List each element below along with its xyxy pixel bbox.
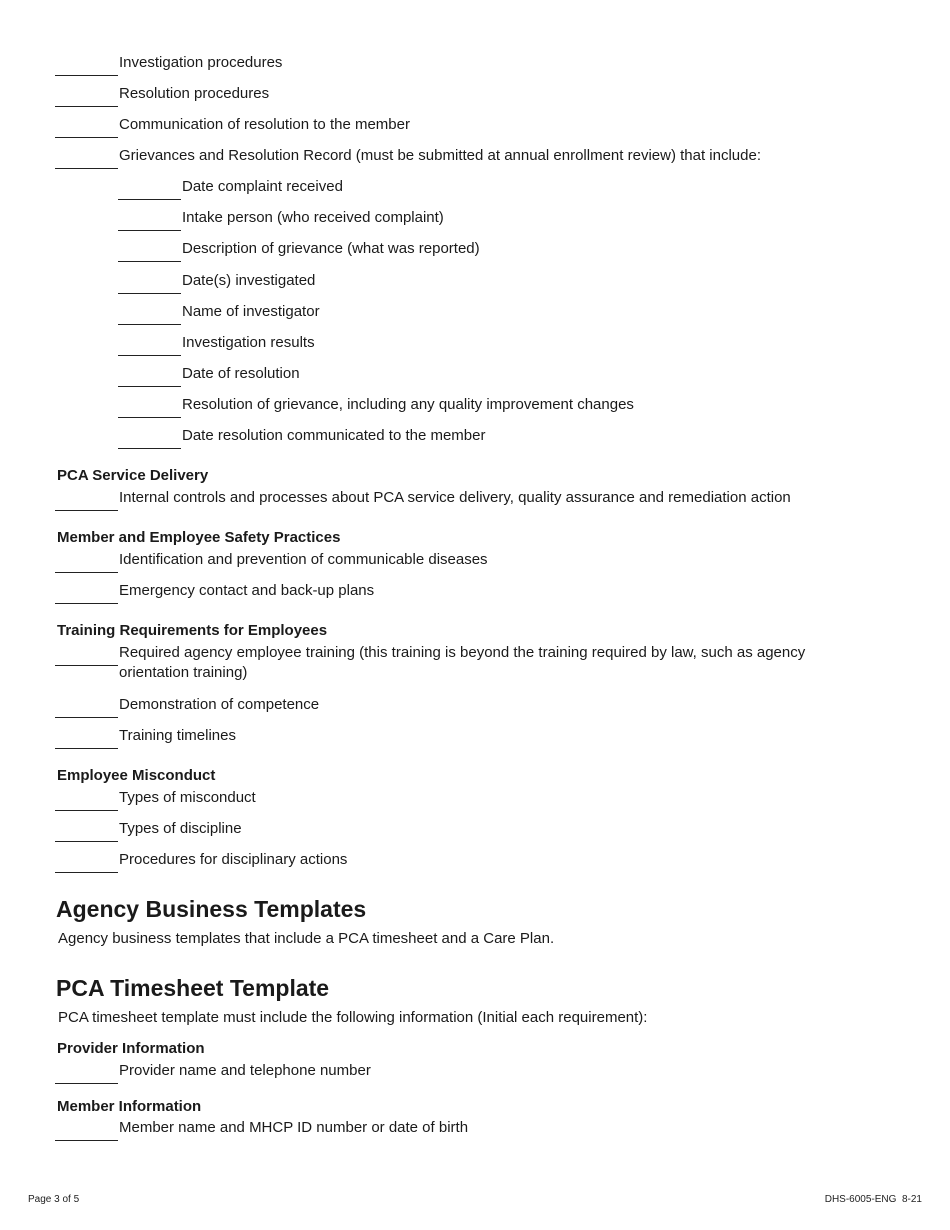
initial-blank[interactable] — [55, 583, 118, 604]
checklist-item — [55, 1061, 371, 1084]
initial-blank[interactable] — [118, 366, 181, 387]
checklist-item — [55, 695, 319, 718]
initial-blank[interactable] — [118, 335, 181, 356]
checklist-item — [55, 726, 236, 749]
section-title-training-requirements: Training Requirements for Employees — [57, 622, 328, 639]
initial-blank[interactable] — [118, 304, 181, 325]
checklist-item — [55, 115, 410, 138]
checklist-item — [55, 1118, 468, 1141]
initial-blank[interactable] — [55, 552, 118, 573]
initial-blank[interactable] — [118, 273, 181, 294]
item-label: Date complaint received — [182, 178, 343, 195]
item-label: Procedures for disciplinary actions — [119, 851, 348, 868]
item-label: Internal controls and processes about PCA service delivery, quality assurance and remediation action — [119, 489, 791, 506]
initial-blank[interactable] — [118, 210, 181, 231]
item-label: Identification and prevention of communicable diseases — [119, 551, 488, 568]
checklist-item — [55, 146, 761, 169]
grievance-record-item — [118, 239, 480, 262]
initial-blank[interactable] — [55, 117, 118, 138]
section-title-provider-information: Provider Information — [57, 1040, 205, 1057]
checklist-item — [55, 819, 242, 842]
item-label: Provider name and telephone number — [119, 1062, 371, 1079]
grievance-record-item — [118, 177, 343, 200]
initial-blank[interactable] — [55, 490, 118, 511]
item-label: Required agency employee training (this training is beyond the training required by law, such as agency orientation training) — [119, 644, 806, 681]
item-label: Emergency contact and back-up plans — [119, 582, 375, 599]
grievance-record-item — [118, 426, 485, 449]
initial-blank[interactable] — [55, 1120, 118, 1141]
paragraph-agency-business-templates: Agency business templates that include a PCA timesheet and a Care Plan. — [58, 930, 555, 947]
grievance-record-item — [118, 302, 320, 325]
checklist-item — [55, 53, 282, 76]
initial-blank[interactable] — [55, 645, 118, 666]
checklist-item — [55, 850, 347, 873]
item-label: Investigation procedures — [119, 54, 283, 71]
checklist-item — [55, 84, 269, 107]
checklist-item — [55, 550, 488, 573]
initial-blank[interactable] — [55, 821, 118, 842]
item-label: Intake person (who received complaint) — [182, 209, 444, 226]
item-label: Date resolution communicated to the member — [182, 427, 486, 444]
item-label: Resolution procedures — [119, 85, 270, 102]
item-label: Investigation results — [182, 334, 315, 351]
initial-blank[interactable] — [55, 697, 118, 718]
item-label: Name of investigator — [182, 303, 320, 320]
form-id: DHS-6005-ENG 8-21 — [824, 1194, 922, 1205]
page-number: Page 3 of 5 — [28, 1194, 80, 1205]
initial-blank[interactable] — [118, 428, 181, 449]
item-label: Types of discipline — [119, 820, 242, 837]
item-label: Member name and MHCP ID number or date of birth — [119, 1119, 469, 1136]
section-title-safety-practices: Member and Employee Safety Practices — [57, 529, 341, 546]
initial-blank[interactable] — [55, 852, 118, 873]
initial-blank[interactable] — [118, 397, 181, 418]
initial-blank[interactable] — [55, 728, 118, 749]
checklist-item — [55, 643, 879, 683]
section-title-employee-misconduct: Employee Misconduct — [57, 767, 216, 784]
section-title-member-information: Member Information — [57, 1098, 202, 1115]
heading-pca-timesheet-template: PCA Timesheet Template — [56, 975, 330, 1001]
grievance-record-item — [118, 271, 315, 294]
item-label: Date(s) investigated — [182, 272, 316, 289]
initial-blank[interactable] — [55, 55, 118, 76]
item-label: Training timelines — [119, 727, 236, 744]
initial-blank[interactable] — [55, 1063, 118, 1084]
item-label: Date of resolution — [182, 365, 300, 382]
grievance-record-item — [118, 208, 444, 231]
initial-blank[interactable] — [118, 241, 181, 262]
item-label: Demonstration of competence — [119, 696, 320, 713]
initial-blank[interactable] — [118, 179, 181, 200]
paragraph-pca-timesheet-template: PCA timesheet template must include the following information (Initial each requirement): — [58, 1009, 648, 1026]
initial-blank[interactable] — [55, 148, 118, 169]
item-label: Grievances and Resolution Record (must be submitted at annual enrollment review) that include: — [119, 147, 761, 164]
initial-blank[interactable] — [55, 790, 118, 811]
grievance-record-item — [118, 333, 315, 356]
grievance-record-item — [118, 364, 300, 387]
item-label: Description of grievance (what was reported) — [182, 240, 480, 257]
checklist-item — [55, 488, 791, 511]
grievance-record-item — [118, 395, 634, 418]
item-label: Communication of resolution to the member — [119, 116, 410, 133]
checklist-item — [55, 788, 256, 811]
item-label: Types of misconduct — [119, 789, 256, 806]
checklist-item — [55, 581, 374, 604]
heading-agency-business-templates: Agency Business Templates — [56, 896, 367, 922]
item-label: Resolution of grievance, including any quality improvement changes — [182, 396, 634, 413]
section-title-pca-service-delivery: PCA Service Delivery — [57, 467, 209, 484]
initial-blank[interactable] — [55, 86, 118, 107]
